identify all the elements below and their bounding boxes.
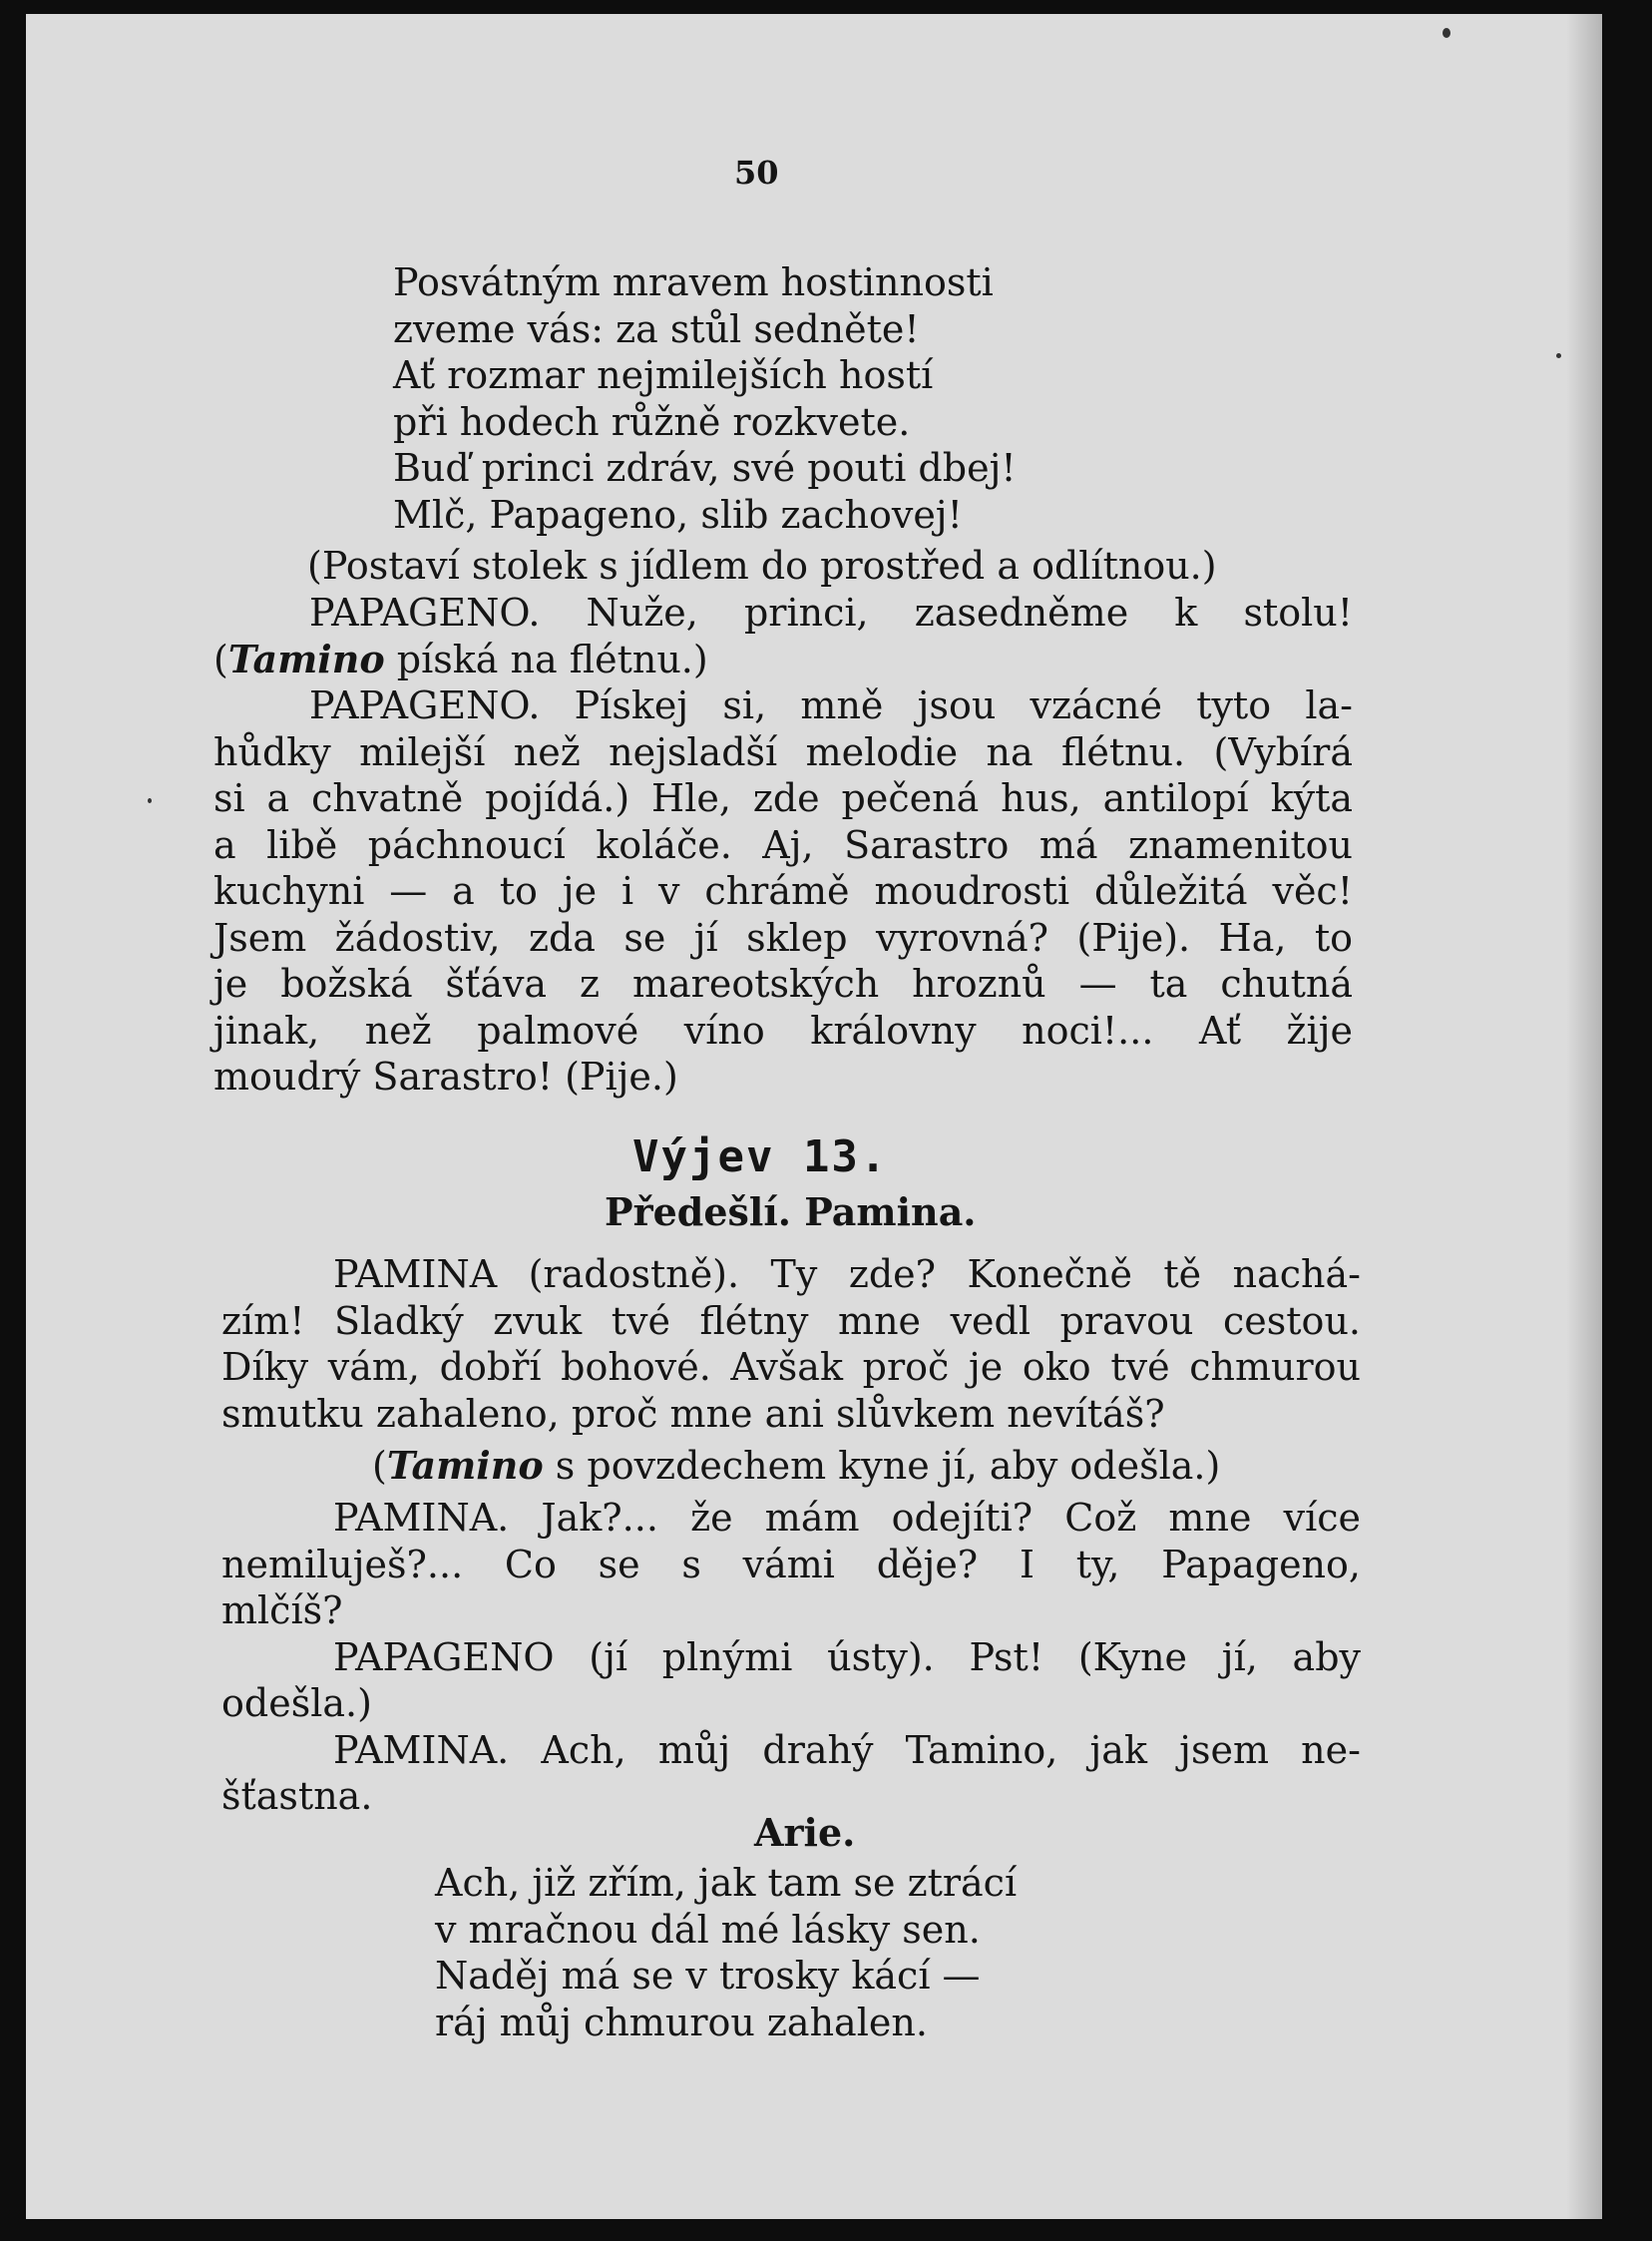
dialogue-line: PAMINA. Jak?... že mám odejíti? Což mne více — [333, 1496, 1361, 1540]
paper-speck — [1443, 28, 1450, 38]
paper-speck — [1556, 353, 1561, 358]
verse-line: v mračnou dál mé lásky sen. — [435, 1907, 981, 1952]
verse-line: Ať rozmar nejmilejších hostí — [393, 353, 934, 397]
verse-line: ráj můj chmurou zahalen. — [435, 2000, 928, 2044]
character-name: Tamino — [386, 1443, 544, 1488]
stage-direction-1: (Postaví stolek s jídlem do prostřed a odlítnou.) — [307, 544, 1217, 588]
dialogue-line: PAPAGENO (jí plnými ústy). Pst! (Kyne jí, aby — [333, 1634, 1361, 1679]
page-number: 50 — [734, 154, 779, 192]
verse-line: zveme vás: za stůl sedněte! — [393, 306, 920, 351]
verse-line: při hodech růžně rozkvete. — [393, 399, 911, 444]
aria-title: Arie. — [754, 1810, 856, 1855]
verse-line: Posvátným mravem hostinnosti — [393, 260, 994, 304]
dialogue-line: si a chvatně pojídá.) Hle, zde pečená hus, antilopí kýta — [213, 776, 1353, 820]
dialogue-line: hůdky milejší než nejsladší melodie na flétnu. (Vybírá — [213, 729, 1353, 774]
dialogue-line: mlčíš? — [221, 1588, 343, 1632]
dialogue-line: nemiluješ?... Co se s vámi děje? I ty, Papageno, — [221, 1542, 1361, 1586]
dialogue-block-1 — [213, 590, 1353, 1101]
verse-line: Buď princi zdráv, své pouti dbej! — [393, 446, 1017, 490]
dialogue-line: šťastna. — [221, 1774, 373, 1818]
tamino-direction: (Tamino píská na flétnu.) — [213, 636, 708, 681]
dialogue-line: odešla.) — [221, 1681, 372, 1725]
dialogue-block-3 — [221, 1495, 1361, 1820]
verse-block-1 — [393, 259, 1017, 538]
verse-line: Ach, již zřím, jak tam se ztrácí — [435, 1861, 1018, 1905]
dialogue-line: kuchyni — a to je i v chrámě moudrosti důležitá věc! — [213, 869, 1353, 913]
dialogue-line: PAMINA (radostně). Ty zde? Konečně tě nachá- — [333, 1252, 1361, 1296]
paper-speck — [148, 798, 152, 803]
dialogue-line: smutku zahaleno, proč mne ani slůvkem nevítáš? — [221, 1391, 1165, 1436]
dialogue-line: PAPAGENO. Pískej si, mně jsou vzácné tyto la- — [309, 683, 1353, 727]
papageno-line: PAPAGENO. Nuže, princi, zasedněme k stolu! — [309, 591, 1353, 635]
dialogue-line: Díky vám, dobří bohové. Avšak proč je oko tvé chmurou — [221, 1345, 1361, 1389]
dialogue-block-2 — [221, 1251, 1361, 1437]
verse-line: Mlč, Papageno, slib zachovej! — [393, 492, 963, 537]
dialogue-line: a libě páchnoucí koláče. Aj, Sarastro má znamenitou — [213, 822, 1353, 867]
character-name: Tamino — [227, 636, 385, 681]
aria-verse — [435, 1860, 1017, 2045]
verse-line: Naděj má se v trosky kácí — — [435, 1954, 981, 1998]
scene-characters: Předešlí. Pamina. — [605, 1189, 977, 1234]
dialogue-line: zím! Sladký zvuk tvé flétny mne vedl pravou cestou. — [221, 1298, 1361, 1343]
dialogue-line: Jsem žádostiv, zda se jí sklep vyrovná? (Pije). Ha, to — [213, 915, 1353, 960]
dialogue-line: je božská šťáva z mareotských hroznů — ta chutná — [213, 962, 1353, 1006]
dialogue-line: moudrý Sarastro! (Pije.) — [213, 1055, 678, 1099]
book-page — [26, 14, 1602, 2219]
scene-heading: Výjev 13. — [632, 1131, 889, 1182]
stage-direction-2: (Tamino s povzdechem kyne jí, aby odešla.) — [372, 1443, 1221, 1488]
dialogue-line: jinak, než palmové víno královny noci!... Ať žije — [213, 1008, 1353, 1053]
dialogue-line: PAMINA. Ach, můj drahý Tamino, jak jsem ne- — [333, 1727, 1361, 1772]
